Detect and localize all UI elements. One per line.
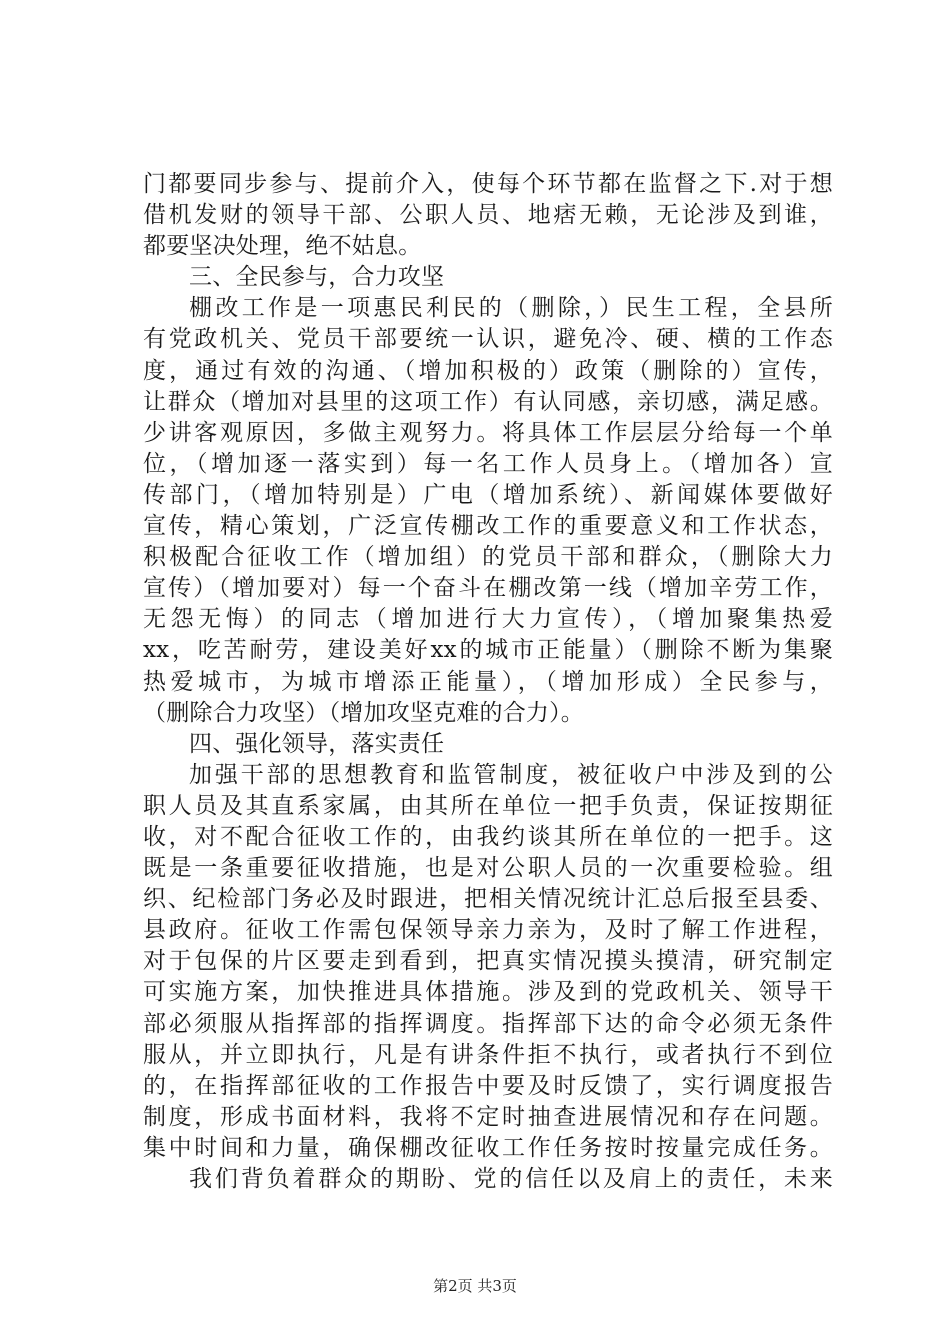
text-line: 门都要同步参与、提前介入，使每个环节都在监督之下.对于想	[143, 171, 833, 197]
text-line: 四、强化领导，落实责任	[189, 730, 445, 757]
text-line: 集中时间和力量，确保棚改征收工作任务按时按量完成任务。	[143, 1134, 833, 1161]
text-line: 制度，形成书面材料，我将不定时抽查进展情况和存在问题。	[143, 1103, 833, 1130]
text-line: 借机发财的领导干部、公职人员、地痞无赖，无论涉及到谁，	[143, 202, 833, 229]
text-line: 三、全民参与，合力攻坚	[189, 264, 445, 291]
page-footer: 第2页 共3页	[433, 1277, 517, 1295]
text-line: 位，（增加逐一落实到）每一名工作人员身上。（增加各）宣	[143, 450, 833, 477]
text-line: 宣传，精心策划，广泛宣传棚改工作的重要意义和工作状态，	[143, 513, 833, 540]
text-line: 的，在指挥部征收的工作报告中要及时反馈了，实行调度报告	[143, 1072, 833, 1099]
text-line: 热爱城市，为城市增添正能量），（增加形成）全民参与，	[143, 668, 833, 695]
text-line: 职人员及其直系家属，由其所在单位一把手负责，保证按期征	[143, 792, 833, 819]
text-line: 部必须服从指挥部的指挥调度。指挥部下达的命令必须无条件	[143, 1010, 833, 1037]
text-line: 无怨无悔）的同志（增加进行大力宣传），（增加聚集热爱	[143, 606, 833, 633]
text-line: 宣传）（增加要对）每一个奋斗在棚改第一线（增加辛劳工作，	[143, 575, 833, 602]
text-line: 织、纪检部门务必及时跟进，把相关情况统计汇总后报至县委、	[143, 886, 833, 913]
document-body	[143, 169, 833, 1195]
text-line: 有党政机关、党员干部要统一认识，避免冷、硬、横的工作态	[143, 326, 833, 353]
text-line: 收，对不配合征收工作的，由我约谈其所在单位的一把手。这	[143, 823, 833, 850]
text-line: 服从，并立即执行，凡是有讲条件拒不执行，或者执行不到位	[143, 1041, 833, 1068]
text-line: 县政府。征收工作需包保领导亲力亲为，及时了解工作进程，	[143, 917, 833, 944]
text-line: 既是一条重要征收措施，也是对公职人员的一次重要检验。组	[143, 855, 833, 882]
text-line: 我们背负着群众的期盼、党的信任以及肩上的责任，未来	[189, 1166, 833, 1192]
text-line: 棚改工作是一项惠民利民的（删除，）民生工程，全县所	[189, 295, 833, 322]
text-line: 积极配合征收工作（增加组）的党员干部和群众，（删除大力	[143, 544, 833, 571]
text-line: 对于包保的片区要走到看到，把真实情况摸头摸清，研究制定	[143, 948, 833, 975]
text-line: 可实施方案，加快推进具体措施。涉及到的党政机关、领导干	[143, 979, 833, 1006]
text-line: 都要坚决处理，绝不姑息。	[143, 233, 422, 260]
text-line: 传部门，（增加特别是）广电（增加系统）、新闻媒体要做好	[143, 481, 833, 508]
text-line: 加强干部的思想教育和监管制度，被征收户中涉及到的公	[189, 761, 833, 788]
text-line: 少讲客观原因，多做主观努力。将具体工作层层分给每一个单	[143, 419, 833, 446]
text-line: 让群众（增加对县里的这项工作）有认同感，亲切感，满足感。	[143, 388, 833, 415]
text-line: xx，吃苦耐劳，建设美好xx的城市正能量）（删除不断为集聚	[143, 637, 833, 664]
text-line: 度，通过有效的沟通、（增加积极的）政策（删除的）宣传，	[143, 357, 833, 384]
text-line: （删除合力攻坚）（增加攻坚克难的合力）。	[143, 699, 584, 726]
